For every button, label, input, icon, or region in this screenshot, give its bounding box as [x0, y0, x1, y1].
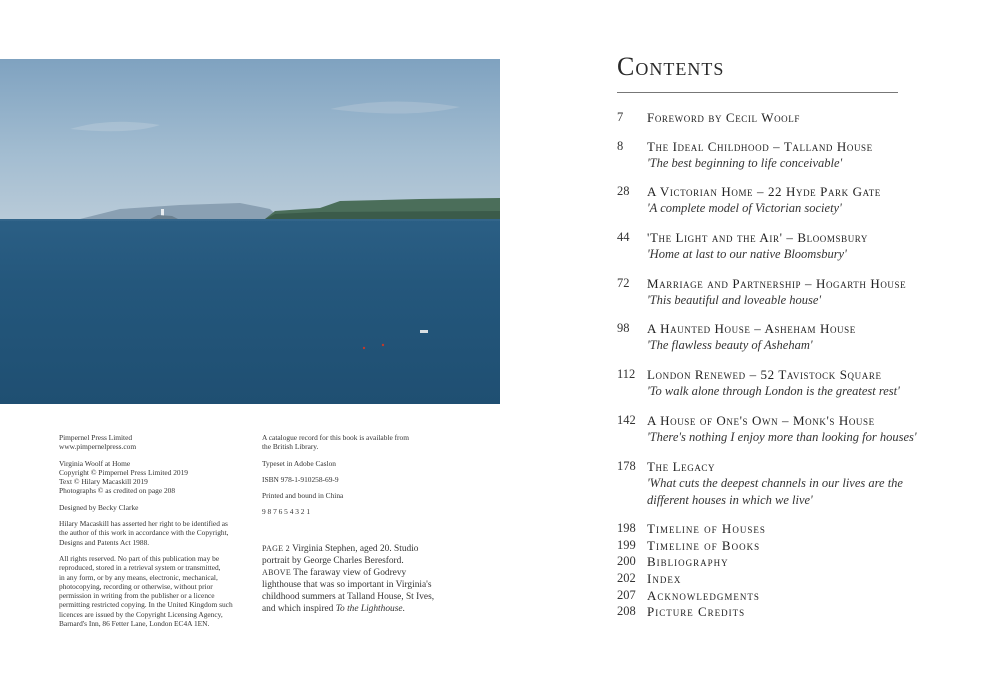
back-matter-page: 199 — [617, 538, 636, 552]
entry-page: 7 — [617, 110, 624, 124]
entry-page: 112 — [617, 367, 636, 381]
back-matter-page: 200 — [617, 554, 636, 568]
imprint-typeset: Typeset in Adobe Caslon — [262, 458, 336, 468]
lighthouse-photo — [0, 59, 500, 404]
imprint-designer: Designed by Becky Clarke — [59, 502, 139, 512]
entry-page: 98 — [617, 321, 630, 335]
entry-page: 8 — [617, 139, 624, 153]
imprint-all-rights: All rights reserved. No part of this publication may be reproduced, stored in a retrieval system or transmitted, in any form, or by any means, electronic, mechanical, photocopying, recording or otherwise, without prior permission in writing from the publisher or a licence permitting restricted copying. In the United Kingdom such licences are issued by the Copyright Licensing Agency, Barnard's Inn, 86 Fetter Lane, London EC4A 1EN. — [59, 553, 233, 629]
entry-page: 28 — [617, 184, 630, 198]
imprint-isbn: ISBN 978-1-910258-69-9 — [262, 474, 339, 484]
entry-subtitle: 'The flawless beauty of Asheham' — [647, 338, 813, 352]
imprint-catalogue: A catalogue record for this book is available from the British Library. — [262, 433, 409, 452]
entry-title: London Renewed – 52 Tavistock Square — [647, 367, 882, 382]
entry-subtitle: 'This beautiful and loveable house' — [647, 293, 822, 307]
back-matter-page: 198 — [617, 521, 636, 535]
entry-title: The Ideal Childhood – Talland House — [647, 139, 873, 154]
entry-title: A Haunted House – Asheham House — [647, 321, 856, 336]
caption-page-label: PAGE 2 — [262, 544, 290, 553]
entry-subtitle: 'To walk alone through London is the greatest rest' — [647, 384, 900, 398]
imprint-printed: Printed and bound in China — [262, 491, 344, 501]
photo-caption — [262, 543, 437, 616]
entry-page: 142 — [617, 413, 636, 427]
caption-page-text: Virginia Stephen, aged 20. Studio portrait by George Charles Beresford. — [262, 544, 419, 567]
imprint-author-rights: Hilary Macaskill has asserted her right to be identified as the author of this work in accordance with the Copyright, Designs and Patents Act 1988. — [59, 519, 229, 547]
caption-end: . — [402, 604, 405, 615]
back-matter-title: Timeline of Books — [647, 538, 761, 553]
caption-book-title: To the Lighthouse — [335, 604, 403, 615]
title-divider — [617, 92, 898, 93]
entry-title: A Victorian Home – 22 Hyde Park Gate — [647, 184, 881, 199]
imprint-left-column — [59, 433, 247, 635]
entry-page: 72 — [617, 276, 630, 290]
back-matter-title: Bibliography — [647, 554, 729, 569]
back-matter-title: Timeline of Houses — [647, 521, 766, 536]
entry-subtitle: 'Home at last to our native Bloomsbury' — [647, 247, 847, 261]
sea-landscape-image — [0, 59, 500, 404]
contents-title: Contents — [617, 52, 725, 81]
entry-subtitle: 'There's nothing I enjoy more than looking for houses' — [647, 430, 917, 444]
caption-above-label: ABOVE — [262, 568, 292, 578]
entry-title: Foreword by Cecil Woolf — [647, 110, 800, 125]
back-matter-page: 207 — [617, 588, 636, 602]
entry-page: 44 — [617, 230, 630, 244]
back-matter-title: Acknowledgments — [647, 588, 760, 603]
back-matter-page: 208 — [617, 604, 636, 618]
entry-page: 178 — [617, 459, 636, 473]
entry-subtitle: 'The best beginning to life conceivable' — [647, 156, 843, 170]
entry-title: 'The Light and the Air' – Bloomsbury — [647, 230, 869, 245]
imprint-copyright: Virginia Woolf at Home Copyright © Pimpernel Press Limited 2019 Text © Hilary Macaskill 2019 Photographs © as credited on page 208 — [59, 458, 188, 496]
back-matter-title: Index — [647, 571, 682, 586]
entry-title: A House of One's Own – Monk's House — [647, 413, 875, 428]
imprint-publisher: Pimpernel Press Limited www.pimpernelpress.com — [59, 433, 137, 452]
imprint-print-line: 9 8 7 6 5 4 3 2 1 — [262, 507, 311, 517]
imprint-right-column — [262, 433, 422, 524]
entry-title: The Legacy — [647, 459, 716, 474]
entry-title: Marriage and Partnership – Hogarth House — [647, 276, 907, 291]
back-matter-title: Picture Credits — [647, 604, 746, 619]
caption-above-text: The faraway view of Godrevy lighthouse that was so important in Virginia's childhood summers at Talland House, St Ives, and which inspired — [262, 568, 435, 615]
entry-subtitle: 'A complete model of Victorian society' — [647, 201, 842, 215]
back-matter-page: 202 — [617, 571, 636, 585]
entry-subtitle: 'What cuts the deepest channels in our lives are the different houses in which we live' — [647, 476, 903, 507]
